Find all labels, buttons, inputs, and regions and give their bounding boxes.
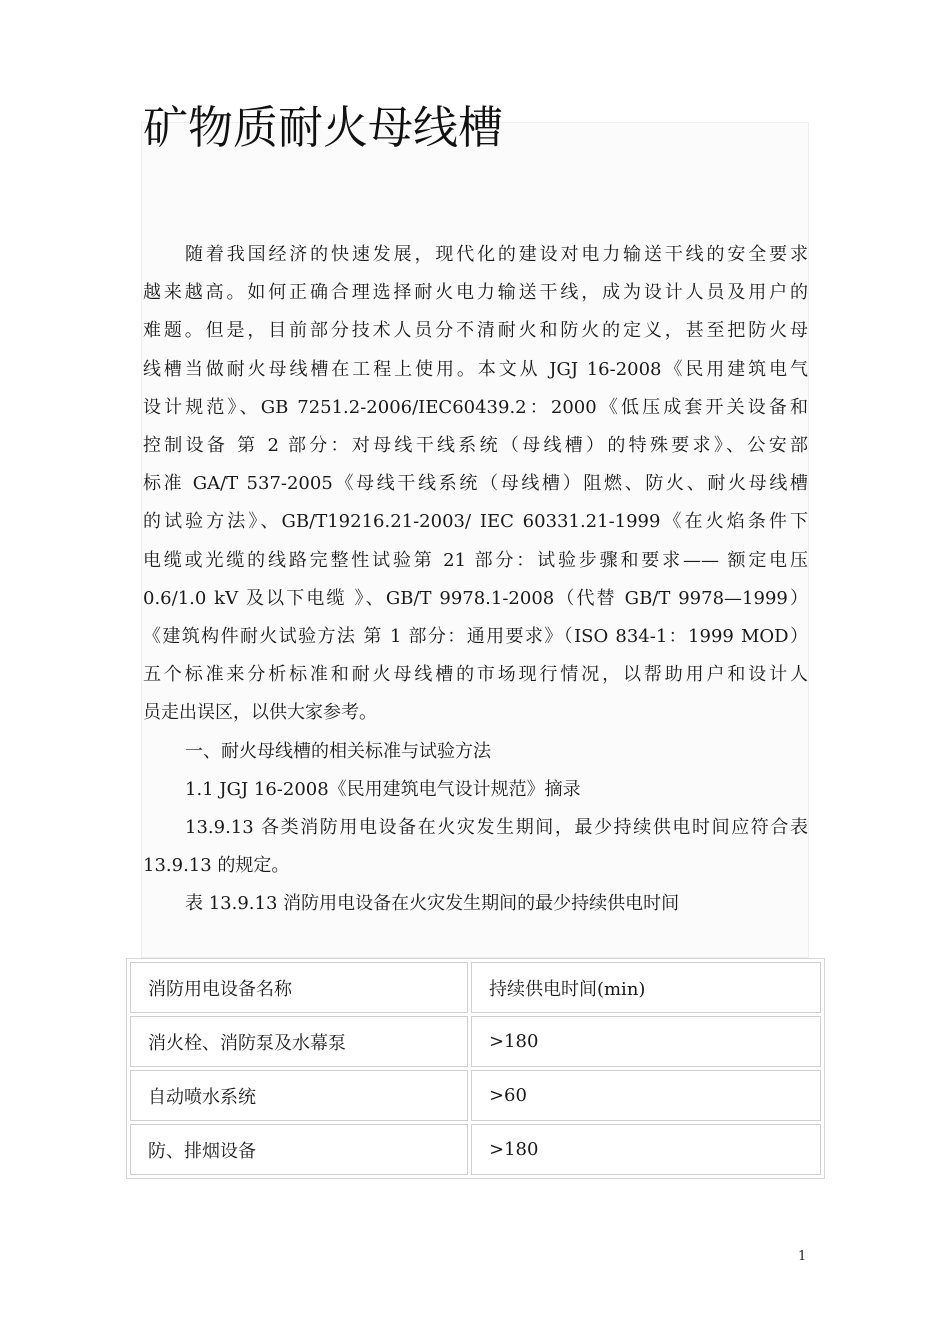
intro-line: 难题。但是，目前部分技术人员分不清耐火和防火的定义，甚至把防火母 (143, 320, 808, 342)
document-title: 矿物质耐火母线槽 (143, 101, 504, 154)
intro-line: 《建筑构件耐火试验方法 第 1 部分：通用要求》（ISO 834-1：1999 MOD） (143, 626, 808, 648)
table-cell: 消火栓、消防泵及水幕泵 (130, 1016, 468, 1067)
intro-line: 电缆或光缆的线路完整性试验第 21 部分：试验步骤和要求—— 额定电压 (143, 549, 808, 571)
intro-line: 五个标准来分析标准和耐火母线槽的市场现行情况，以帮助用户和设计人 (143, 664, 808, 686)
table-header-cell: 持续供电时间(min) (471, 962, 821, 1013)
table-cell: 防、排烟设备 (130, 1124, 468, 1175)
table-row (130, 1124, 821, 1175)
intro-line: 0.6/1.0 kV 及以下电缆 》、GB/T 9978.1-2008（代替 GB/T 9978—1999） (143, 587, 808, 609)
intro-line: 控制设备 第 2 部分：对母线干线系统（母线槽）的特殊要求》、公安部 (143, 435, 808, 457)
intro-line: 员走出误区，以供大家参考。 (143, 702, 377, 724)
subsection-heading: 1.1 JGJ 16-2008《民用建筑电气设计规范》摘录 (185, 778, 581, 800)
intro-paragraph (143, 236, 808, 733)
intro-line: 线槽当做耐火母线槽在工程上使用。本文从 JGJ 16-2008《民用建筑电气 (143, 358, 808, 380)
table-cell: >180 (471, 1124, 821, 1175)
page-number: 1 (798, 1249, 807, 1264)
table-cell: 自动喷水系统 (130, 1070, 468, 1121)
intro-line: 越来越高。如何正确合理选择耐火电力输送干线，成为设计人员及用户的 (143, 282, 808, 304)
table-row (130, 1070, 821, 1121)
clause-paragraph: 13.9.13 各类消防用电设备在火灾发生期间，最少持续供电时间应符合表 13.9.13 的规定。 (143, 817, 808, 877)
table-row (130, 1016, 821, 1067)
document-body (143, 236, 808, 924)
table-cell: >180 (471, 1016, 821, 1067)
intro-line: 设计规范》、GB 7251.2-2006/IEC60439.2：2000《低压成套开关设备和 (143, 396, 808, 418)
intro-line: 标准 GA/T 537-2005《母线干线系统（母线槽）阻燃、防火、耐火母线槽 (143, 473, 808, 495)
table-header-cell: 消防用电设备名称 (130, 962, 468, 1013)
table-cell: >60 (471, 1070, 821, 1121)
section-heading: 一、耐火母线槽的相关标准与试验方法 (185, 740, 491, 762)
intro-line: 的试验方法》、GB/T19216.21-2003/ IEC 60331.21-1999《在火焰条件下 (143, 511, 808, 533)
table-header-row (130, 962, 821, 1013)
table-caption: 表 13.9.13 消防用电设备在火灾发生期间的最少持续供电时间 (185, 893, 680, 915)
power-duration-table (126, 958, 825, 1179)
intro-line: 随着我国经济的快速发展，现代化的建设对电力输送干线的安全要求 (185, 244, 808, 265)
